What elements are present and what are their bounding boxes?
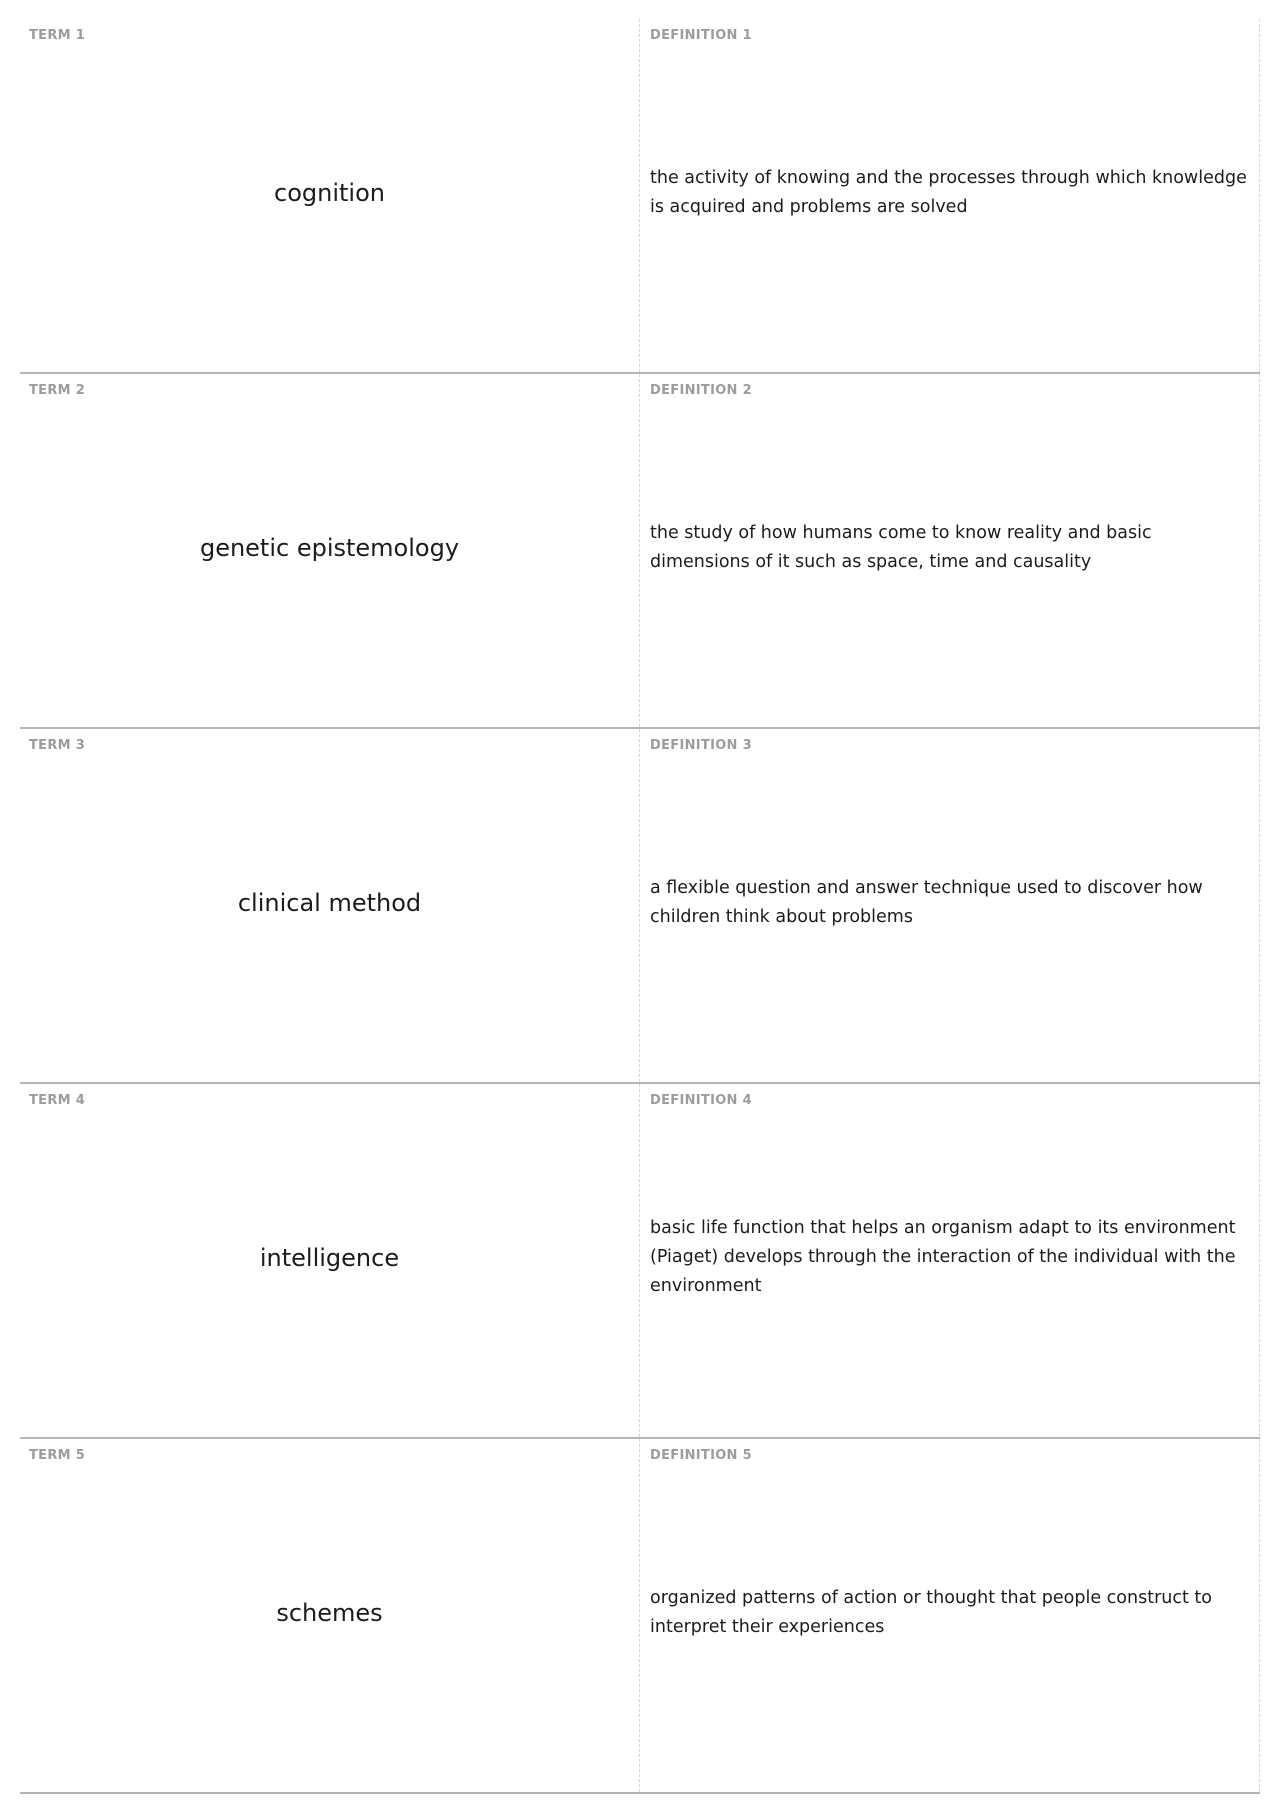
flashcard-row-5 [20,1439,1260,1794]
definition-text: the activity of knowing and the processes through which knowledge is acquired and problems are solved [650,167,1247,217]
definition-text: a flexible question and answer technique used to discover how children think about problems [650,877,1203,927]
flashcard-row-1 [20,19,1260,374]
definition-cell [639,19,1260,372]
definition-cell [639,1439,1260,1792]
term-text: intelligence [259,1243,400,1272]
definition-label: DEFINITION 5 [650,1448,752,1463]
definition-text: organized patterns of action or thought that people construct to interpret their experiences [650,1587,1212,1637]
term-text: clinical method [237,888,422,917]
definition-cell [639,374,1260,727]
definition-label: DEFINITION 3 [650,738,752,753]
term-label: TERM 5 [29,1448,86,1463]
definition-label: DEFINITION 2 [650,383,752,398]
definition-cell [639,1084,1260,1437]
definition-label: DEFINITION 4 [650,1093,752,1108]
flashcard-row-2 [20,374,1260,729]
term-cell [20,374,639,727]
term-label: TERM 3 [29,738,86,753]
term-cell [20,1084,639,1437]
flashcard-row-4 [20,1084,1260,1439]
definition-cell [639,729,1260,1082]
term-text: schemes [276,1598,383,1627]
definition-label: DEFINITION 1 [650,28,752,43]
definition-text: the study of how humans come to know reality and basic dimensions of it such as space, time and causality [650,522,1152,572]
flashcard-row-3 [20,729,1260,1084]
definition-text: basic life function that helps an organism adapt to its environment (Piaget) develops through the interaction of the individual with the environment [650,1218,1236,1296]
term-cell [20,729,639,1082]
term-cell [20,1439,639,1792]
term-label: TERM 2 [29,383,86,398]
term-text: genetic epistemology [199,533,460,562]
term-cell [20,19,639,372]
term-label: TERM 4 [29,1093,86,1108]
term-text: cognition [274,178,385,207]
flashcard-sheet [20,19,1260,1794]
term-label: TERM 1 [29,28,86,43]
